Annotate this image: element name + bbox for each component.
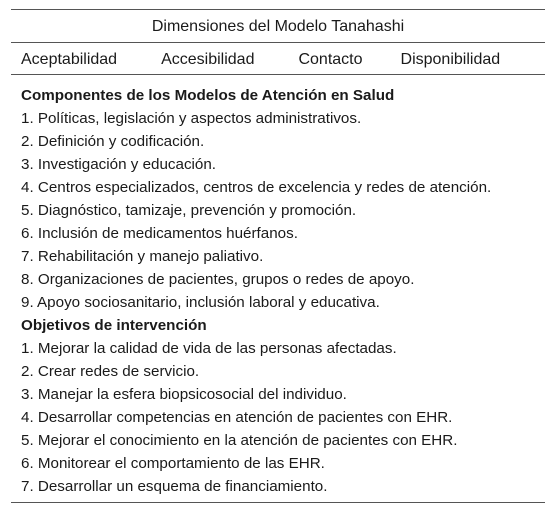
list-item: 2. Definición y codificación. [21,133,205,150]
list-item: 3. Investigación y educación. [21,156,217,173]
header-row [11,43,545,74]
list-item: 8. Organizaciones de pacientes, grupos o redes de apoyo. [21,271,415,288]
header-accesibilidad: Accesibilidad [161,50,255,68]
header-disponibilidad: Disponibilidad [400,50,501,68]
list-item: 4. Desarrollar competencias en atención de pacientes con EHR. [21,409,453,426]
list-item: 6. Inclusión de medicamentos huérfanos. [21,225,298,242]
list-item: 7. Desarrollar un esquema de financiamiento. [21,478,328,495]
table-body [11,75,545,502]
header-contacto: Contacto [298,50,363,68]
tanahashi-table [11,9,545,503]
list-item: 4. Centros especializados, centros de excelencia y redes de atención. [21,179,492,196]
list-item: 9. Apoyo sociosanitario, inclusión laboral y educativa. [21,294,380,311]
table-title: Dimensiones del Modelo Tanahashi [151,18,405,35]
list-item: 7. Rehabilitación y manejo paliativo. [21,248,264,265]
list-item: 3. Manejar la esfera biopsicosocial del individuo. [21,386,347,403]
list-item: 1. Mejorar la calidad de vida de las personas afectadas. [21,340,397,357]
list-item: 2. Crear redes de servicio. [21,363,200,380]
list-item: 5. Diagnóstico, tamizaje, prevención y promoción. [21,202,357,219]
bottom-rule [11,502,545,503]
list-item: 5. Mejorar el conocimiento en la atención de pacientes con EHR. [21,432,458,449]
section-title-objetivos: Objetivos de intervención [21,317,207,334]
section-title-componentes: Componentes de los Modelos de Atención en Salud [21,87,395,104]
header-aceptabilidad: Aceptabilidad [21,50,118,68]
list-item: 1. Políticas, legislación y aspectos administrativos. [21,110,362,127]
list-item: 6. Monitorear el comportamiento de las EHR. [21,455,325,472]
